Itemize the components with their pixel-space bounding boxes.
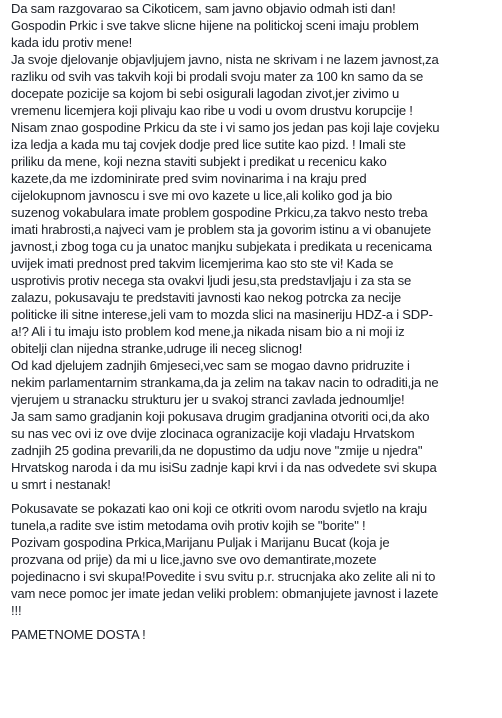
text-line: prozvana od prije) da mi u lice,javno sve ovo demantirate,mozete bbox=[11, 552, 377, 567]
paragraph-1 bbox=[11, 0, 499, 493]
text-line: vremenu licemjera koji plivaju kao ribe u vodi u ovom drustvu korupcije ! bbox=[11, 103, 413, 118]
post-text bbox=[11, 0, 499, 643]
text-line: Ja svoje djelovanje objavljujem javno, nista ne skrivam i ne lazem javnost,za bbox=[11, 52, 439, 67]
text-line: !!! bbox=[11, 603, 22, 618]
text-line: priliku da mene, koji nezna staviti subjekt i predikat u recenicu kako bbox=[11, 154, 387, 169]
text-line: Od kad djelujem zadnjih 6mjeseci,vec sam se mogao davno pridruzite i bbox=[11, 358, 410, 373]
paragraph-gap bbox=[11, 493, 499, 500]
text-line: politicke ili sitne interese,jeli vam to mozda slici na masineriju HDZ-a i SDP- bbox=[11, 307, 433, 322]
text-line: kada idu protiv mene! bbox=[11, 35, 133, 50]
text-line: obitelji clan nijedna stranke,udruge ili neceg slicnog! bbox=[11, 341, 303, 356]
text-line: nekim parlamentarnim strankama,da ja zelim na takav nacin to odraditi,ja ne bbox=[11, 375, 439, 390]
text-line: Nisam znao gospodine Prkicu da ste i vi samo jos jedan pas koji laje covjeku bbox=[11, 120, 440, 135]
text-line: a!? Ali i tu imaju isto problem kod mene,ja nikada nisam bio a ni moji iz bbox=[11, 324, 405, 339]
paragraph-2 bbox=[11, 500, 499, 619]
text-line: docepate pozicije sa kojom bi sebi osigurali lagodan zivot,jer zivimo u bbox=[11, 86, 400, 101]
text-line: cijelokupnom javnoscu i sve mi ovo kazete u lice,ali koliko god ja bio bbox=[11, 188, 393, 203]
text-line: Da sam razgovarao sa Cikoticem, sam javno objavio odmah isti dan! bbox=[11, 1, 396, 16]
closing-line: PAMETNOME DOSTA ! bbox=[11, 627, 146, 642]
text-line: zadnjih 25 godina prevarili,da ne dopustimo da udju nove "zmije u njedra" bbox=[11, 443, 423, 458]
text-line: Pozivam gospodina Prkica,Marijanu Puljak i Marijanu Bucat (koja je bbox=[11, 535, 390, 550]
text-line: Pokusavate se pokazati kao oni koji ce otkriti ovom narodu svjetlo na kraju bbox=[11, 501, 428, 516]
text-line: vjerujem u stranacku strukturu jer u svakoj stranci zavlada jednoumlje! bbox=[11, 392, 405, 407]
text-line: su nas vec ovi iz ove dvije zlocinaca ogranizacije koji vladaju Hrvatskom bbox=[11, 426, 415, 441]
text-line: tunela,a radite sve istim metodama ovih protiv kojih se "borite" ! bbox=[11, 518, 366, 533]
text-line: iza ledja a kada mu taj covjek dodje pred lice sutite kao pizd. ! Imali ste bbox=[11, 137, 406, 152]
text-line: usprotivis protiv necega sta ovakvi ljudi jesu,sta predstavljaju i za sta se bbox=[11, 273, 412, 288]
text-line: zalazu, pokusavaju te predstaviti javnosti kao nekog potrcka za necije bbox=[11, 290, 402, 305]
text-line: uvijek imati prednost pred takvim licemjerima kao sto ste vi! Kada se bbox=[11, 256, 394, 271]
text-line: Gospodin Prkic i sve takve slicne hijene na politickoj sceni imaju problem bbox=[11, 18, 419, 33]
text-line: razliku od svih vas takvih koji bi prodali svoju mater za 100 kn samo da se bbox=[11, 69, 424, 84]
paragraph-gap bbox=[11, 619, 499, 626]
text-line: imati hrabrosti,a najveci vam je problem sta ja govorim istinu a vi obanujete bbox=[11, 222, 432, 237]
text-line: pojedinacno i svi skupa!Povedite i svu svitu p.r. strucnjaka ako zelite ali ni to bbox=[11, 569, 436, 584]
text-line: suzenog vokabulara imate problem gospodine Prkicu,za takvo nesto treba bbox=[11, 205, 428, 220]
text-line: u smrt i nestanak! bbox=[11, 477, 111, 492]
text-line: kazete,da me izdominirate pred svim novinarima i na kraju pred bbox=[11, 171, 367, 186]
text-line: javnost,i zbog toga cu ja unatoc manjku subjekata i predikata u recenicama bbox=[11, 239, 432, 254]
text-line: vam nece pomoc jer imate jedan veliki problem: obmanjujete javnost i lazete bbox=[11, 586, 439, 601]
text-line: Hrvatskog naroda i da mu isiSu zadnje kapi krvi i da nas odvedete svi skupa bbox=[11, 460, 437, 475]
text-line: Ja sam samo gradjanin koji pokusava drugim gradjanina otvoriti oci,da ako bbox=[11, 409, 430, 424]
